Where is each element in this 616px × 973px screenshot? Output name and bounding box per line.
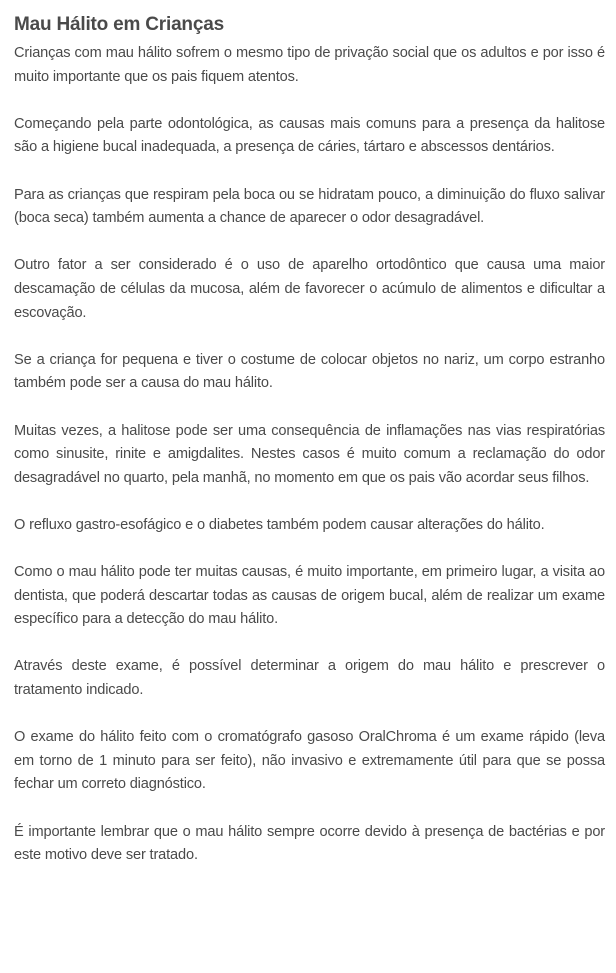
article-paragraph: Para as crianças que respiram pela boca ou se hidratam pouco, a diminuição do fluxo salivar (boca seca) também aumenta a chance de aparecer o odor desagradável. [14, 186, 605, 227]
article-paragraph: O exame do hálito feito com o cromatógrafo gasoso OralChroma é um exame rápido (leva em torno de 1 minuto para ser feito), não invasivo e extremamente útil para que se possa fechar um correto diagnóstico. [14, 729, 605, 793]
article-paragraph: Começando pela parte odontológica, as causas mais comuns para a presença da halitose são a higiene bucal inadequada, a presença de cáries, tártaro e abscessos dentários. [14, 115, 605, 156]
article-paragraph: Através deste exame, é possível determinar a origem do mau hálito e prescrever o tratamento indicado. [14, 658, 605, 699]
article-paragraph: Muitas vezes, a halitose pode ser uma consequência de inflamações nas vias respiratórias como sinusite, rinite e amigdalites. Nestes casos é muito comum a reclamação do odor desagradável no quarto, pela manhã, no momento em que os pais vão acordar seus filhos. [14, 422, 605, 486]
article-paragraph: Outro fator a ser considerado é o uso de aparelho ortodôntico que causa uma maior descamação de células da mucosa, além de favorecer o acúmulo de alimentos e dificultar a escovação. [14, 257, 605, 321]
article-paragraph: É importante lembrar que o mau hálito sempre ocorre devido à presença de bactérias e por este motivo deve ser tratado. [14, 823, 605, 864]
article [14, 12, 605, 868]
article-title: Mau Hálito em Crianças [14, 14, 224, 35]
article-paragraph: Como o mau hálito pode ter muitas causas, é muito importante, em primeiro lugar, a visita ao dentista, que poderá descartar todas as causas de origem bucal, além de realizar um exame específico para a detecção do mau hálito. [14, 564, 605, 628]
article-paragraph: Se a criança for pequena e tiver o costume de colocar objetos no nariz, um corpo estranho também pode ser a causa do mau hálito. [14, 351, 605, 392]
article-paragraph: Crianças com mau hálito sofrem o mesmo tipo de privação social que os adultos e por isso é muito importante que os pais fiquem atentos. [14, 45, 605, 85]
article-paragraph: O refluxo gastro-esofágico e o diabetes também podem causar alterações do hálito. [14, 516, 545, 533]
